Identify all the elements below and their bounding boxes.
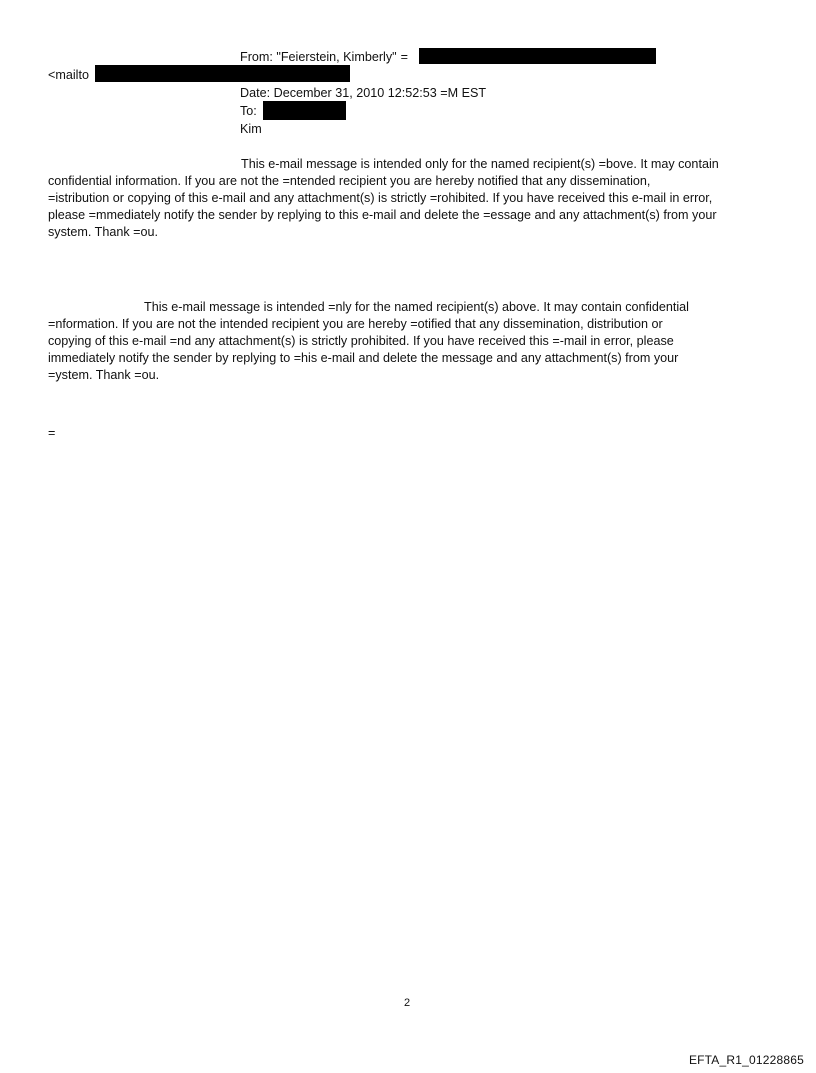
disclaimer-1-line: This e-mail message is intended only for the named recipient(s) =bove. It may contain — [241, 157, 719, 171]
disclaimer-2-line: copying of this e-mail =nd any attachment(s) is strictly prohibited. If you have received this =-mail in error, please — [48, 334, 674, 348]
disclaimer-2-line: =ystem. Thank =ou. — [48, 368, 160, 382]
signoff: Kim — [240, 122, 262, 136]
to-label: To: — [240, 104, 257, 118]
from-line — [240, 49, 408, 65]
page-number: 2 — [404, 997, 411, 1009]
from-trailing: = — [400, 50, 408, 64]
disclaimer-2-line: This e-mail message is intended =nly for the named recipient(s) above. It may contain confidential — [144, 300, 689, 314]
disclaimer-2-line: =nformation. If you are not the intended recipient you are hereby =otified that any dissemination, distribution or — [48, 317, 663, 331]
disclaimer-1 — [48, 156, 778, 241]
trailing-marker: = — [48, 426, 56, 440]
disclaimer-1-line: please =mmediately notify the sender by replying to this e-mail and delete the =essage and any attachment(s) from your — [48, 208, 717, 222]
redaction-mailto — [95, 65, 350, 82]
date-line: Date: December 31, 2010 12:52:53 =M EST — [240, 86, 487, 100]
disclaimer-2 — [48, 299, 778, 384]
disclaimer-1-line: confidential information. If you are not the =ntended recipient you are hereby notified that any dissemination, — [48, 174, 651, 188]
bates-number: EFTA_R1_01228865 — [688, 1053, 804, 1067]
mailto-line: <mailto — [48, 68, 89, 82]
to-line — [240, 103, 265, 119]
redaction-to — [263, 101, 346, 120]
redaction-from-email — [419, 48, 656, 64]
disclaimer-1-line: system. Thank =ou. — [48, 225, 159, 239]
from-label: From: "Feierstein, Kimberly" — [240, 50, 397, 64]
disclaimer-2-line: immediately notify the sender by replying to =his e-mail and delete the message and any attachment(s) from your — [48, 351, 679, 365]
disclaimer-1-line: =istribution or copying of this e-mail and any attachment(s) is strictly =rohibited. If you have received this e-mail in error, — [48, 191, 713, 205]
